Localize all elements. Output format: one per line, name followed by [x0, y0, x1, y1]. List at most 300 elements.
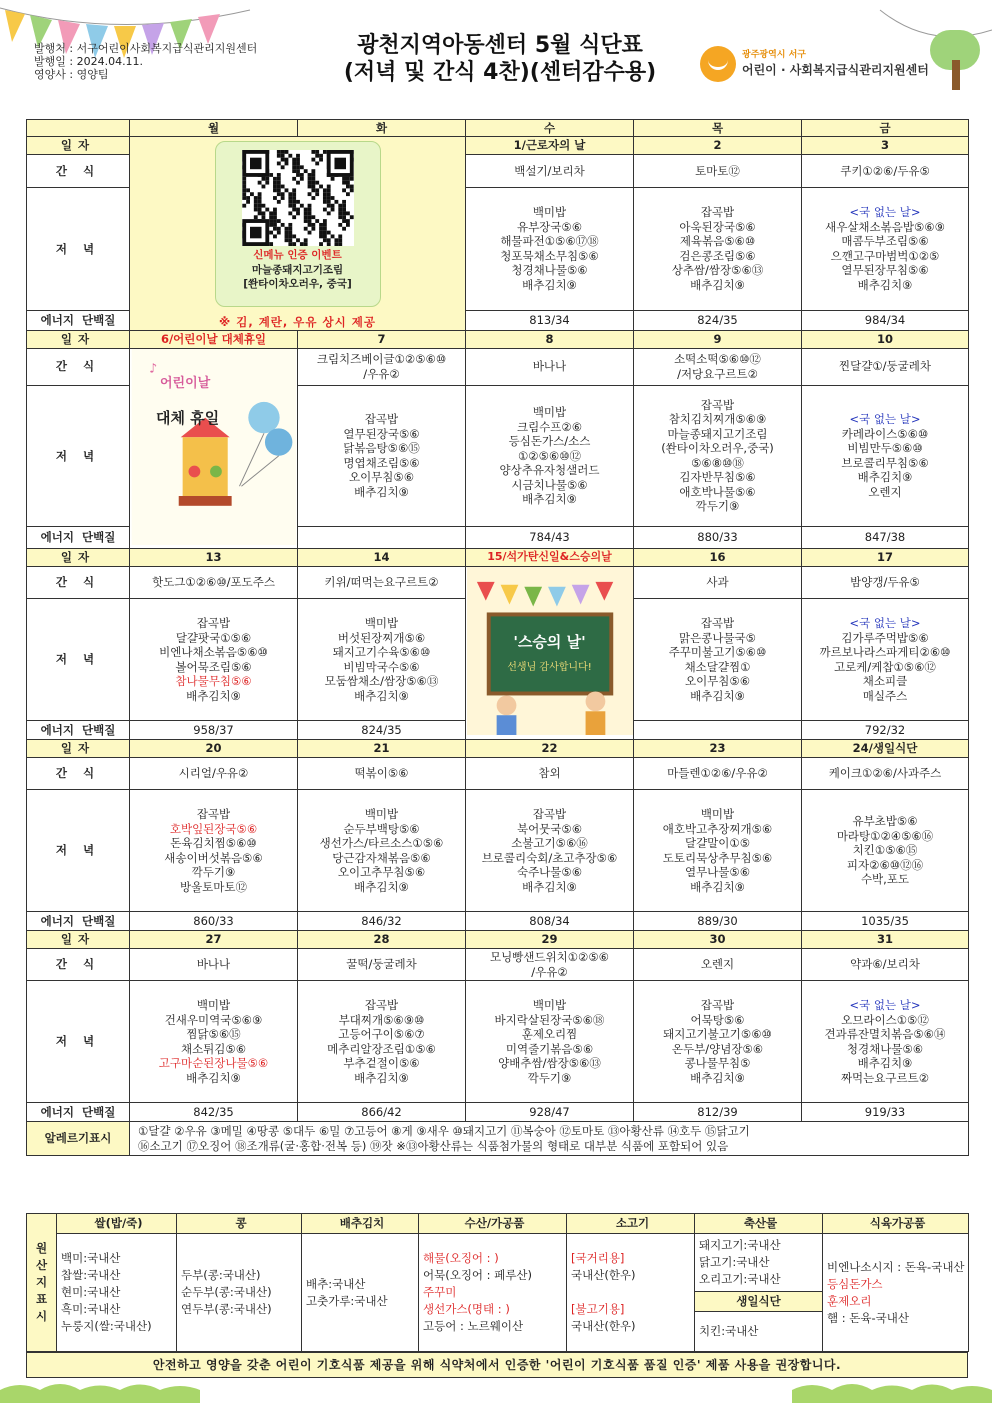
- dish-item: 해물파전①⑤⑥⑰⑱: [500, 234, 599, 249]
- dish-item: 백미밥: [364, 807, 399, 821]
- origin-item: 두부(콩:국내산): [181, 1268, 261, 1282]
- origin-item: 햄 : 돈육-국내산: [827, 1310, 909, 1325]
- origin-item: [불고기용]: [571, 1302, 625, 1316]
- holiday-art-title: 어린이날: [160, 375, 211, 391]
- origin-item: 백미:국내산: [61, 1251, 121, 1265]
- logo-name: 어린이 · 사회복지급식관리지원센터: [742, 63, 929, 77]
- dish-item: 백미밥: [364, 616, 399, 630]
- snack-cell: 소떡소떡⑤⑥⑩⑫ /저당요구르트②: [634, 348, 802, 385]
- dish-item: 오므라이스①⑤⑫: [841, 1012, 929, 1027]
- date-row: [27, 137, 969, 155]
- energy-cell: 919/33: [802, 1103, 969, 1122]
- origin-item: [571, 1284, 694, 1301]
- dish-item: 청경채나물⑤⑥: [846, 1041, 924, 1056]
- date-cell: 3: [802, 137, 969, 155]
- origin-header: 축산물: [695, 1214, 823, 1234]
- energy-cell: 928/47: [466, 1103, 634, 1122]
- dish-item: 돼지고기수육⑤⑥⑩: [332, 645, 431, 659]
- teacher-day-art-cell: [466, 567, 634, 740]
- origin-header: 쌀(밥/죽): [57, 1214, 177, 1234]
- snack-cell: 오렌지: [634, 949, 802, 981]
- dish-item: 오렌지: [868, 484, 902, 499]
- date-label: 일자: [27, 931, 130, 949]
- origin-item: 비엔나소시지 : 돈육-국내산: [827, 1259, 965, 1274]
- origin-item: 오리고기:국내산: [699, 1272, 781, 1286]
- origin-side-label: 원 산 지 표 시: [27, 1214, 57, 1352]
- origin-item: 배추:국내산: [306, 1276, 366, 1291]
- energy-label-text: 에너지: [40, 722, 74, 737]
- protein-label-text: 단백질: [82, 913, 116, 928]
- dinner-cell: [466, 790, 634, 912]
- dish-item: 오이무침⑤⑥: [684, 674, 751, 688]
- corner-cell: [27, 120, 130, 137]
- dish-item: 열무된장국⑤⑥: [343, 426, 420, 441]
- dish-item: 어묵탕⑤⑥: [690, 1012, 745, 1027]
- dish-item: 새우살채소볶음밥⑤⑥⑨: [825, 219, 945, 234]
- dish-item: 청경채나물⑤⑥: [511, 263, 588, 278]
- dish-item: 브로콜리무침⑤⑥: [841, 455, 929, 470]
- snack-cell: 마들렌①②⑥/우유②: [634, 758, 802, 790]
- allergy-label: 알레르기표시: [27, 1122, 130, 1156]
- dish-item: 으깬고구마범벅①②⑤: [830, 248, 940, 263]
- dish-item: 비빔만두⑤⑥⑩: [847, 441, 923, 456]
- date-cell: 10: [802, 330, 969, 348]
- origin-body-row: [27, 1234, 969, 1292]
- dish-item: 배추김치⑨: [857, 277, 913, 292]
- dinner-cell: [466, 385, 634, 526]
- day-header: 목: [634, 120, 802, 137]
- dinner-cell: [298, 385, 466, 526]
- protein-label-text: 단백질: [82, 722, 116, 737]
- dish-item: 배추김치⑨: [690, 1070, 745, 1085]
- dish-item: 제육볶음⑤⑥⑩: [679, 234, 756, 249]
- energy-cell: 984/34: [802, 311, 969, 330]
- dish-item: 고등어구이⑤⑥⑦: [338, 1027, 425, 1041]
- dish-item: 배추김치⑨: [354, 1070, 409, 1085]
- origin-item: 국내산(한우): [571, 1319, 636, 1333]
- snack-row: [27, 348, 969, 385]
- dish-item: 모둠쌈채소/쌈장⑤⑥⑬: [324, 674, 439, 688]
- dish-item: ⑤⑥⑧⑩⑱: [691, 455, 744, 470]
- energy-cell: 784/43: [466, 526, 634, 548]
- date-row: [27, 549, 969, 567]
- energy-cell: 860/33: [130, 912, 298, 931]
- energy-cell: 1035/35: [802, 912, 969, 931]
- origin-table: [26, 1213, 969, 1352]
- snack-cell: 밤양갱/두유⑤: [802, 567, 969, 599]
- dish-item: 돼지고기불고기⑤⑥⑩: [663, 1027, 772, 1041]
- date-cell: 29: [466, 931, 634, 949]
- dish-item: 부대찌개⑤⑥⑨⑩: [338, 1012, 425, 1027]
- dish-item: 김가루주먹밥⑤⑥: [841, 630, 929, 645]
- date-cell: 31: [802, 931, 969, 949]
- snack-cell: 키위/떠먹는요구르트②: [298, 567, 466, 599]
- dinner-cell: [298, 599, 466, 721]
- footer-notice: 안전하고 영양을 갖춘 어린이 기호식품 제공을 위해 식약처에서 인증한 '어린이 기호식품 품질 인증' 제품 사용을 권장합니다.: [26, 1352, 968, 1378]
- snack-cell: 사과: [634, 567, 802, 599]
- dish-item: 잡곡밥: [700, 998, 735, 1012]
- energy-row: [27, 1103, 969, 1122]
- dish-item: 방울토마토⑫: [179, 879, 248, 894]
- energy-label-text: 에너지: [40, 1104, 74, 1119]
- dish-item: 애호박고추장찌개⑤⑥: [662, 821, 773, 836]
- nutritionist-text: 영양사 : 영양팀: [34, 68, 109, 81]
- snack-label: 간 식: [27, 949, 130, 981]
- dish-item: 참나물무침⑤⑥: [175, 674, 252, 688]
- date-cell: 6/어린이날 대체휴일: [130, 330, 298, 348]
- date-row: [27, 931, 969, 949]
- dinner-cell: [466, 981, 634, 1103]
- dish-item: 비빔막국수⑤⑥: [343, 659, 420, 674]
- dish-item: 메추리알장조림①⑤⑥: [327, 1041, 436, 1056]
- dish-item: 건새우미역국⑤⑥⑨: [164, 1012, 263, 1027]
- dish-item: 주꾸미불고기⑤⑥⑩: [668, 645, 767, 659]
- origin-item: 연두부(콩:국내산): [181, 1302, 272, 1316]
- dish-item: 백미밥: [700, 807, 735, 821]
- dish-item: 백미밥: [196, 998, 231, 1012]
- dish-item: 열무나물⑤⑥: [684, 865, 751, 879]
- origin-kimchi: [302, 1234, 419, 1352]
- dish-item: 깍두기⑨: [695, 499, 740, 514]
- dish-item: 고구마순된장나물⑤⑥: [158, 1056, 269, 1070]
- dish-item: 배추김치⑨: [522, 277, 577, 292]
- publisher-text: 발행처 : 서구어린이사회복지급식관리지원센터: [34, 42, 258, 55]
- snack-cell: 백설기/보리차: [466, 155, 634, 187]
- energy-cell: [634, 721, 802, 740]
- energy-label: [27, 1103, 130, 1122]
- date-cell: 15/석가탄신일&스승의날: [466, 549, 634, 567]
- dish-item: 잡곡밥: [196, 807, 231, 821]
- carousel-holiday-icon: [131, 349, 297, 545]
- dish-item: 배추김치⑨: [186, 688, 241, 703]
- snack-row: [27, 758, 969, 790]
- origin-item: 현미:국내산: [61, 1285, 121, 1299]
- holiday-art-subtitle: 대체 휴일: [156, 408, 220, 427]
- dish-item: 피자②⑥⑩⑫⑯: [846, 857, 924, 872]
- allergy-line2: ⑯소고기 ⑰오징어 ⑱조개류(굴·홍합·전복 등) ⑲잣 ※⑬아황산류는 식품첨가물의 형태로 대부분 식품에 포함되어 있음: [138, 1138, 729, 1153]
- dish-item: 배추김치⑨: [354, 484, 409, 499]
- date-cell: 8: [466, 330, 634, 348]
- snack-cell: 크림치즈베이글①②⑤⑥⑩ /우유②: [298, 348, 466, 385]
- dish-item: 참치김치찌개⑤⑥⑨: [668, 412, 767, 427]
- qr-event-cell: [130, 137, 466, 331]
- snack-cell: 약과⑥/보리차: [802, 949, 969, 981]
- daily-notice: ※ 김, 계란, 우유 상시 제공: [219, 315, 376, 329]
- snack-cell: 바나나: [130, 949, 298, 981]
- allergy-legend: [130, 1122, 969, 1156]
- dish-item: 도토리묵상추무침⑤⑥: [662, 850, 773, 865]
- date-cell: 13: [130, 549, 298, 567]
- snack-cell: 참외: [466, 758, 634, 790]
- dish-item: 배추김치⑨: [690, 879, 745, 894]
- snack-cell: 토마토⑫: [634, 155, 802, 187]
- dish-item: 숙주나물⑤⑥: [516, 865, 583, 879]
- dish-item: <국 없는 날>: [849, 205, 921, 220]
- energy-cell: 846/32: [298, 912, 466, 931]
- dish-item: 돈육김치찜⑤⑥⑩: [170, 836, 257, 850]
- energy-cell: 842/35: [130, 1103, 298, 1122]
- snack-row: [27, 949, 969, 981]
- dish-item: <국 없는 날>: [849, 998, 921, 1012]
- dish-item: 상추쌈/쌈장⑤⑥⑬: [671, 263, 764, 278]
- dish-item: 양상추유자청샐러드: [499, 463, 600, 478]
- snack-cell: 모닝빵샌드위치①②⑤⑥ /우유②: [466, 949, 634, 981]
- origin-item: 주꾸미: [423, 1285, 457, 1299]
- date-cell: 23: [634, 740, 802, 758]
- dish-item: 채소튀김⑤⑥: [180, 1041, 247, 1056]
- dinner-cell: [634, 187, 802, 311]
- origin-item: 닭고기:국내산: [699, 1255, 770, 1269]
- date-cell: 21: [298, 740, 466, 758]
- dish-item: 잡곡밥: [700, 397, 735, 412]
- dish-item: 잡곡밥: [196, 616, 231, 630]
- dish-item: 콩나물무침⑤: [684, 1056, 751, 1070]
- qr-event-origin: [쏸타이차오러우, 중국]: [243, 278, 352, 290]
- dinner-cell: [802, 187, 969, 311]
- dinner-cell: [130, 790, 298, 912]
- dinner-cell: [802, 981, 969, 1103]
- page-title: [300, 32, 700, 86]
- smile-logo-icon: [700, 46, 736, 82]
- dish-item: 마늘종돼지고기조림: [667, 426, 768, 441]
- qr-event-box[interactable]: [215, 141, 381, 307]
- dish-item: 생선가스/타르소스①⑤⑥: [319, 836, 444, 850]
- dish-item: ①②⑤⑥⑩⑫: [517, 448, 582, 463]
- dish-item: 크림수프②⑥: [516, 419, 583, 434]
- dish-item: 등심돈가스/소스: [508, 434, 591, 449]
- dish-item: 찜닭⑤⑥⑮: [186, 1027, 241, 1041]
- dish-item: 브로콜리숙회/초고추장⑤⑥: [481, 850, 618, 865]
- energy-label: [27, 311, 130, 330]
- dish-item: 북어뭇국⑤⑥: [516, 821, 583, 836]
- date-cell: 24/생일식단: [802, 740, 969, 758]
- date-cell: 27: [130, 931, 298, 949]
- origin-header: 수산/가공품: [419, 1214, 567, 1234]
- energy-cell: 889/30: [634, 912, 802, 931]
- dinner-label: 저 녁: [27, 187, 130, 311]
- origin-item: 해물(오징어 : ): [423, 1251, 499, 1265]
- origin-item: 훈제오리: [827, 1293, 872, 1308]
- dish-item: 닭볶음탕⑤⑥⑮: [343, 441, 420, 456]
- snack-label: 간 식: [27, 155, 130, 187]
- day-header: 월: [130, 120, 298, 137]
- allergy-line1: ①달걀 ②우유 ③메밀 ④땅콩 ⑤대두 ⑥밀 ⑦고등어 ⑧게 ⑨새우 ⑩돼지고기 ⑪복숭아 ⑫토마토 ⑬아황산류 ⑭호두 ⑮닭고기: [138, 1124, 750, 1138]
- dish-item: 까르보나라스파게티②⑥⑩: [819, 645, 951, 659]
- dinner-row: [27, 981, 969, 1103]
- dish-item: 새송이버섯볶음⑤⑥: [164, 850, 263, 865]
- dish-item: 배추김치⑨: [690, 688, 745, 703]
- qr-code-icon: [242, 150, 354, 246]
- dish-item: 백미밥: [532, 998, 567, 1012]
- dish-item: 백미밥: [532, 405, 567, 420]
- origin-item: 돼지고기:국내산: [699, 1238, 781, 1252]
- origin-processed: [823, 1234, 969, 1352]
- snack-cell: 떡볶이⑤⑥: [298, 758, 466, 790]
- dish-item: 잡곡밥: [364, 412, 399, 427]
- origin-beef: [567, 1234, 695, 1352]
- dish-item: 볼어묵조림⑤⑥: [175, 659, 252, 674]
- origin-header: 배추김치: [302, 1214, 419, 1234]
- dish-item: 오이무침⑤⑥: [348, 470, 415, 485]
- dinner-row: [27, 790, 969, 912]
- day-header: 수: [466, 120, 634, 137]
- origin-item: 흑미:국내산: [61, 1302, 121, 1316]
- dinner-cell: [634, 599, 802, 721]
- dish-item: 양배추쌈/쌈장⑤⑥⑬: [498, 1056, 601, 1070]
- logo-region: 광주광역시 서구: [742, 50, 806, 60]
- teacher-art-subtitle: 선생님 감사합니다!: [507, 662, 592, 673]
- energy-cell: 847/38: [802, 526, 969, 548]
- dish-item: 비엔나채소볶음⑤⑥⑩: [159, 645, 268, 659]
- dish-item: 배추김치⑨: [522, 492, 577, 507]
- date-cell: 17: [802, 549, 969, 567]
- birthday-origin: 치킨:국내산: [695, 1312, 823, 1352]
- protein-label-text: 단백질: [82, 1104, 116, 1119]
- energy-cell: 824/35: [298, 721, 466, 740]
- date-label: 일자: [27, 549, 130, 567]
- dish-item: 배추김치⑨: [857, 470, 913, 485]
- energy-cell: 792/32: [802, 721, 969, 740]
- dish-item: 버섯된장찌개⑤⑥: [337, 630, 426, 645]
- dish-item: 온두부/양념장⑤⑥: [671, 1041, 764, 1056]
- energy-cell: 958/37: [130, 721, 298, 740]
- dish-item: 부추겉절이⑤⑥: [343, 1056, 420, 1070]
- dish-item: 깍두기⑨: [527, 1070, 572, 1085]
- grass-decoration: [0, 1378, 992, 1403]
- date-cell: 20: [130, 740, 298, 758]
- energy-label-text: 에너지: [40, 913, 74, 928]
- dish-item: 치킨①⑤⑥⑮: [852, 843, 918, 858]
- snack-label: 간 식: [27, 567, 130, 599]
- date-label: 일자: [27, 740, 130, 758]
- origin-header-row: [27, 1214, 969, 1234]
- snack-label: 간 식: [27, 758, 130, 790]
- dinner-label: 저 녁: [27, 981, 130, 1103]
- dish-item: 채소달걀찜①: [684, 659, 751, 674]
- date-label: 일자: [27, 137, 130, 155]
- origin-item: 고등어 : 노르웨이산: [423, 1319, 524, 1333]
- dish-item: 고로케/케찹①⑤⑥⑫: [834, 659, 936, 674]
- header-meta: [34, 42, 257, 81]
- dish-item: <국 없는 날>: [849, 412, 921, 427]
- birthday-label: 생일식단: [695, 1292, 823, 1312]
- date-row: [27, 330, 969, 348]
- dinner-cell: [634, 790, 802, 912]
- date-cell: 9: [634, 330, 802, 348]
- dish-item: 검은콩조림⑤⑥: [679, 248, 756, 263]
- qr-event-menu: 마늘종돼지고기조림: [251, 264, 344, 276]
- origin-item: 생선가스(명태 : ): [423, 1302, 510, 1316]
- dish-item: 견과류잔멸치볶음⑤⑥⑭: [824, 1027, 946, 1041]
- dish-item: 채소피클: [862, 674, 908, 688]
- dinner-cell: [802, 790, 969, 912]
- dish-item: 잡곡밥: [700, 616, 735, 630]
- dinner-cell: [298, 790, 466, 912]
- snack-label: 간 식: [27, 348, 130, 385]
- dinner-label: 저 녁: [27, 385, 130, 526]
- dish-item: 바지락살된장국⑤⑥⑱: [494, 1012, 605, 1027]
- origin-seafood: [419, 1234, 567, 1352]
- dish-item: 명엽채조림⑤⑥: [343, 455, 420, 470]
- snack-cell: 쿠키①②⑥/두유⑤: [802, 155, 969, 187]
- dish-item: 배추김치⑨: [354, 879, 409, 894]
- dish-item: 청포묵채소무침⑤⑥: [500, 248, 599, 263]
- qr-event-title: 신메뉴 인증 이벤트: [253, 249, 342, 261]
- meal-table: [26, 119, 969, 1156]
- origin-item: [국거리용]: [571, 1251, 625, 1265]
- dish-item: 잡곡밥: [364, 998, 399, 1012]
- dish-item: 배추김치⑨: [354, 688, 409, 703]
- dish-item: <국 없는 날>: [849, 616, 921, 630]
- dish-item: 열무된장무침⑤⑥: [841, 263, 929, 278]
- snack-cell: 바나나: [466, 348, 634, 385]
- center-logo: [700, 44, 960, 88]
- dish-item: 달걀말이①⑤: [684, 836, 751, 850]
- snack-cell: 꿀떡/둥굴레차: [298, 949, 466, 981]
- dish-item: 깍두기⑨: [191, 865, 236, 879]
- energy-cell: 813/34: [466, 311, 634, 330]
- dinner-cell: [802, 599, 969, 721]
- protein-label-text: 단백질: [82, 530, 116, 545]
- energy-cell: 824/35: [634, 311, 802, 330]
- dish-item: 배추김치⑨: [857, 1056, 913, 1070]
- dish-item: 백미밥: [532, 205, 567, 220]
- snack-cell: 시리얼/우유②: [130, 758, 298, 790]
- energy-label-text: 에너지: [40, 530, 74, 545]
- energy-cell: 880/33: [634, 526, 802, 548]
- dinner-label: 저 녁: [27, 599, 130, 721]
- date-cell: 30: [634, 931, 802, 949]
- origin-rice: [57, 1234, 177, 1352]
- dish-item: 마라탕①②④⑤⑥⑯: [836, 828, 934, 843]
- dish-item: 김자반무침⑤⑥: [679, 470, 756, 485]
- date-cell: 22: [466, 740, 634, 758]
- svg-text:♪: ♪: [148, 361, 157, 377]
- dish-item: 수박,포도: [860, 872, 910, 887]
- dinner-cell: [802, 385, 969, 526]
- dish-item: 달걀팟국①⑤⑥: [175, 630, 252, 645]
- date-cell: 16: [634, 549, 802, 567]
- origin-item: 찹쌀:국내산: [61, 1268, 121, 1282]
- dish-item: 잡곡밥: [532, 807, 567, 821]
- origin-item: 국내산(한우): [571, 1268, 636, 1282]
- dish-item: 카레라이스⑤⑥⑩: [841, 426, 929, 441]
- dish-item: 당근감자채볶음⑤⑥: [332, 850, 431, 865]
- dinner-cell: [634, 385, 802, 526]
- origin-item: 누룽지(쌀:국내산): [61, 1319, 152, 1333]
- energy-label-text: 에너지: [40, 313, 74, 328]
- energy-label: [27, 912, 130, 931]
- energy-row: [27, 912, 969, 931]
- dinner-cell: [298, 981, 466, 1103]
- origin-item: 어묵(오징어 : 페루산): [423, 1268, 533, 1282]
- dinner-cell: [634, 981, 802, 1103]
- snack-cell: 핫도그①②⑥⑩/포도주스: [130, 567, 298, 599]
- energy-cell: 812/39: [634, 1103, 802, 1122]
- date-label: 일자: [27, 330, 130, 348]
- dish-item: 매콤두부조림⑤⑥: [841, 234, 929, 249]
- origin-item: 순두부(콩:국내산): [181, 1285, 272, 1299]
- dish-item: 매실주스: [862, 688, 908, 703]
- origin-header: 콩: [177, 1214, 302, 1234]
- dish-item: 미역줄기볶음⑤⑥: [505, 1041, 594, 1056]
- weekday-header-row: [27, 120, 969, 137]
- date-cell: 14: [298, 549, 466, 567]
- energy-cell: 808/34: [466, 912, 634, 931]
- date-row: [27, 740, 969, 758]
- dish-item: 훈제오리찜: [521, 1027, 578, 1041]
- date-cell: 7: [298, 330, 466, 348]
